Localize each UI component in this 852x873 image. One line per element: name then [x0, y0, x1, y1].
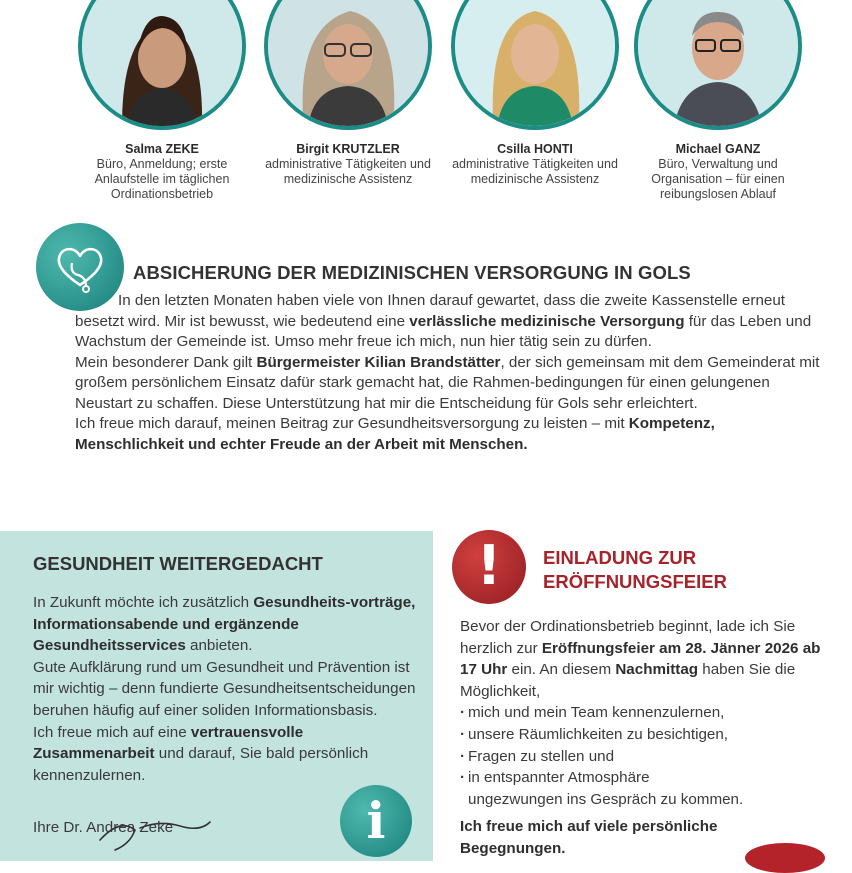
paragraph: Mein besonderer Dank gilt Bürgermeister Kilian Brandstätter, der sich gemeinsam mit dem Gemeinderat mit großem persönlichem Einsatz dafür stark gemacht hat, die Rahmen-bedingungen für einen gelungenen Neustart zu schaffen. Diese Unterstützung hat mir die Entscheidung für Gols sehr erleichtert.: [75, 353, 820, 412]
paragraph: In Zukunft möchte ich zusätzlich Gesundheits-vorträge, Informationsabende und ergänzende Gesundheitsservices anbieten.: [33, 594, 416, 655]
paragraph: Bevor der Ordinationsbetrieb beginnt, lade ich Sie herzlich zur Eröffnungsfeier am 28. Jänner 2026 ab 17 Uhr ein. An diesem Nachmittag haben Sie die Möglichkeit,: [460, 618, 821, 700]
exclamation-icon: !: [452, 530, 526, 604]
health-body: [33, 592, 418, 786]
invitation-list: [460, 702, 840, 810]
list-item: · Fragen zu stellen und: [460, 746, 840, 768]
team-section: [0, 0, 852, 225]
invitation-body: [460, 616, 840, 810]
invitation-closing: Ich freue mich auf viele persönliche Begegnungen.: [460, 818, 718, 857]
member-role: administrative Tätigkeiten und medizinische Assistenz: [265, 157, 431, 186]
person-photo-icon: [268, 0, 428, 126]
invitation-title: EINLADUNG ZUR ERÖFFNUNGSFEIER: [543, 547, 727, 592]
paragraph: Gute Aufklärung rund um Gesundheit und Prävention ist mir wichtig – denn fundierte Gesundheitsentscheidungen beruhen häufig auf einer soliden Informationsbasis.: [33, 658, 416, 719]
person-photo-icon: [82, 0, 242, 126]
portrait-photo: [78, 0, 246, 130]
team-member-card: [253, 0, 443, 187]
member-name: Salma ZEKE: [125, 142, 199, 156]
team-member-card: [67, 0, 257, 202]
person-photo-icon: [638, 0, 798, 126]
section-body: [75, 291, 820, 455]
member-name: Birgit KRUTZLER: [296, 142, 400, 156]
section-title: ABSICHERUNG DER MEDIZINISCHEN VERSORGUNG IN GOLS: [133, 262, 691, 283]
member-role: Büro, Verwaltung und Organisation – für einen reibungslosen Ablauf: [651, 157, 785, 201]
list-item: · in entspannter Atmosphäre: [460, 767, 840, 789]
member-name: Csilla HONTI: [497, 142, 573, 156]
portrait-photo: [264, 0, 432, 130]
health-title: GESUNDHEIT WEITERGEDACHT: [33, 553, 323, 574]
team-member-card: [440, 0, 630, 187]
list-item: · mich und mein Team kennenzulernen,: [460, 702, 840, 724]
portrait-photo: [634, 0, 802, 130]
paragraph: In den letzten Monaten haben viele von Ihnen darauf gewartet, dass die zweite Kassenstelle erneut besetzt wird. Mir ist bewusst, wie bedeutend eine verlässliche medizinische Versorgung für das Leben und Wachstum der Gemeinde ist. Umso mehr freue ich mich, nun hier tätig sein zu dürfen.: [75, 292, 812, 350]
decorative-circle: [745, 843, 825, 873]
person-photo-icon: [455, 0, 615, 126]
info-icon: i: [340, 785, 412, 857]
signoff: Ihre Dr. Andrea Zeke: [33, 819, 174, 836]
member-role: Büro, Anmeldung; erste Anlaufstelle im täglichen Ordinationsbetrieb: [94, 157, 230, 201]
signature-icon: [90, 810, 220, 855]
list-item: · unsere Räumlichkeiten zu besichtigen,: [460, 724, 840, 746]
portrait-photo: [451, 0, 619, 130]
list-item-continuation: ungezwungen ins Gespräch zu kommen.: [468, 790, 744, 808]
member-role: administrative Tätigkeiten und medizinische Assistenz: [452, 157, 618, 186]
team-member-card: [623, 0, 813, 202]
member-name: Michael GANZ: [675, 142, 761, 156]
paragraph: Ich freue mich auf eine vertrauensvolle Zusammenarbeit und darauf, Sie bald persönlich kennenzulernen.: [33, 723, 369, 784]
paragraph: Ich freue mich darauf, meinen Beitrag zur Gesundheitsversorgung zu leisten – mit Kompetenz, Menschlichkeit und echter Freude an der Arbeit mit Menschen.: [75, 415, 715, 453]
